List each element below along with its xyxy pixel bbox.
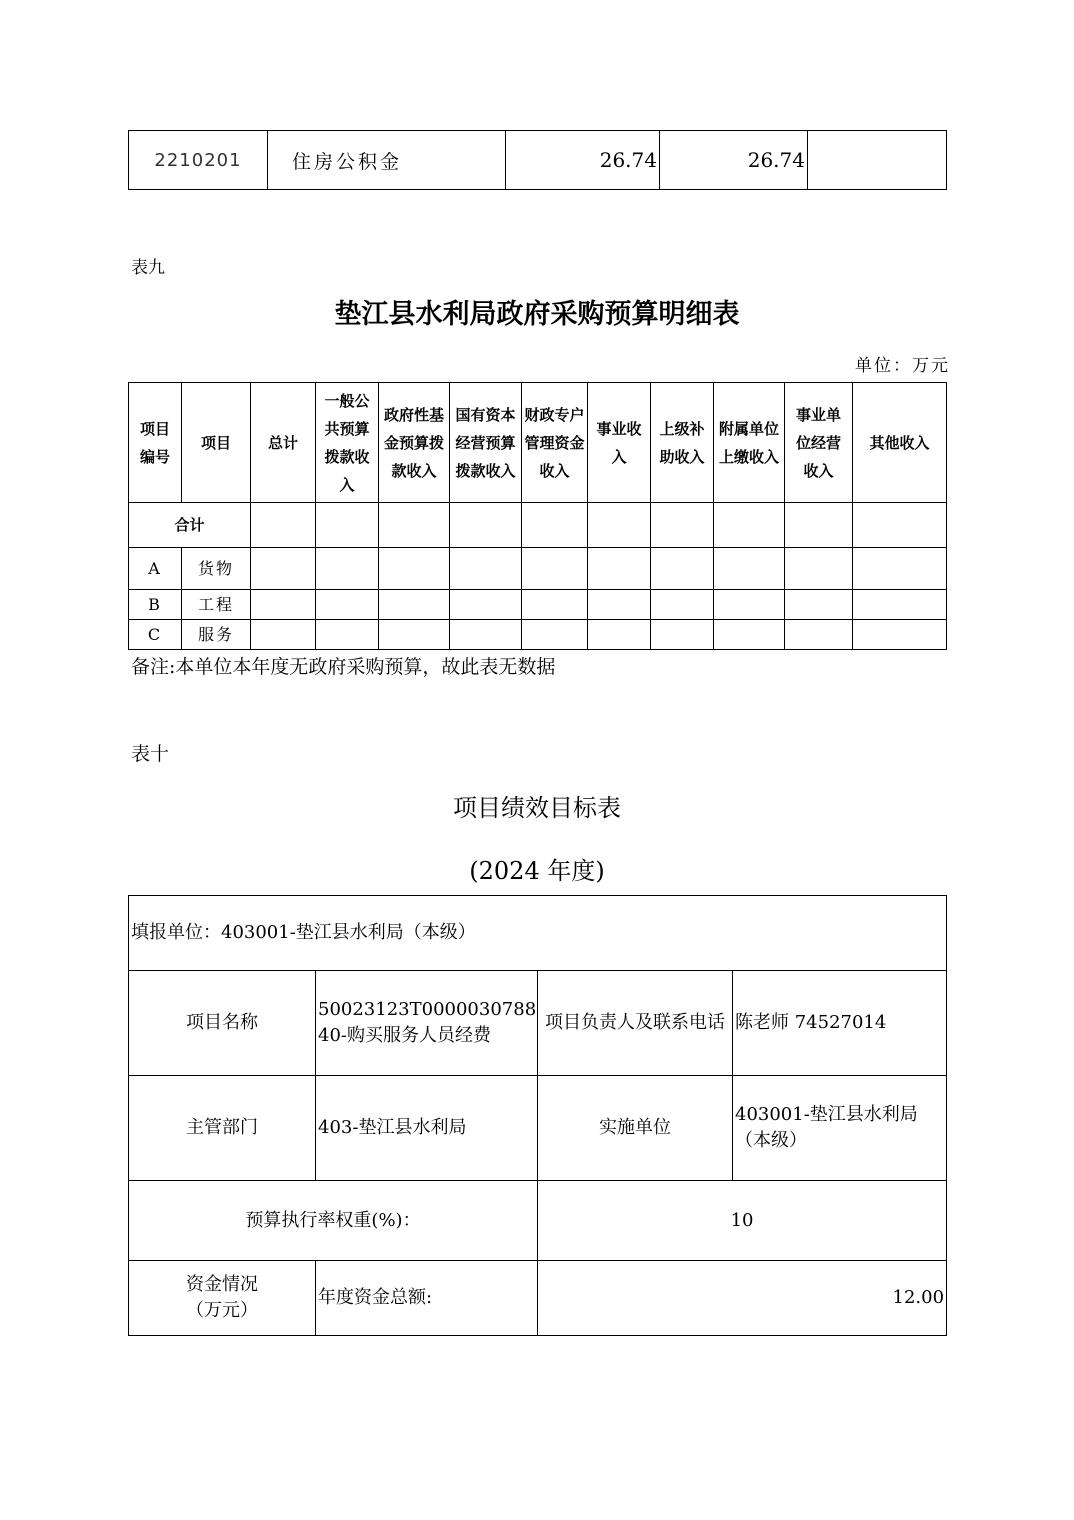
procurement-table — [128, 382, 947, 650]
project-name-label: 项目名称 — [129, 971, 316, 1076]
row-code: C — [129, 620, 182, 650]
table-row — [129, 620, 947, 650]
table9-label: 表九 — [131, 258, 165, 278]
table10-label: 表十 — [131, 743, 170, 765]
table-row — [129, 548, 947, 590]
header-cell: 事业单位经营收入 — [785, 383, 853, 503]
table-row — [129, 971, 947, 1076]
weight-label: 预算执行率权重(%)： — [129, 1181, 538, 1261]
dept-value: 403-垫江县水利局 — [316, 1076, 538, 1181]
table9-note: 备注:本单位本年度无政府采购预算，故此表无数据 — [131, 656, 556, 678]
row-name: 工程 — [182, 590, 251, 620]
total-row — [129, 503, 947, 548]
row-code: A — [129, 548, 182, 590]
dept-label: 主管部门 — [129, 1076, 316, 1181]
table9-title: 垫江县水利局政府采购预算明细表 — [334, 299, 740, 330]
budget-value-1: 26.74 — [506, 131, 660, 190]
header-cell: 附属单位上缴收入 — [714, 383, 785, 503]
table-row — [129, 1181, 947, 1261]
header-cell: 财政专户管理资金收入 — [522, 383, 588, 503]
project-name: 50023123T000003078840-购买服务人员经费 — [316, 971, 538, 1076]
contact-value: 陈老师 74527014 — [733, 971, 947, 1076]
budget-value-2: 26.74 — [660, 131, 808, 190]
row-name: 服务 — [182, 620, 251, 650]
budget-item-name: 住房公积金 — [268, 131, 506, 190]
header-row — [129, 383, 947, 503]
table-row — [129, 590, 947, 620]
table10-subtitle: (2024 年度) — [469, 857, 605, 885]
performance-table — [128, 895, 947, 1336]
impl-label: 实施单位 — [538, 1076, 733, 1181]
table-row — [129, 1076, 947, 1181]
impl-value: 403001-垫江县水利局（本级） — [733, 1076, 947, 1181]
header-cell: 总计 — [251, 383, 316, 503]
annual-value: 12.00 — [538, 1261, 947, 1336]
unit-label: 单位：万元 — [855, 356, 950, 376]
budget-code: 2210201 — [129, 131, 268, 190]
header-cell: 项目 — [182, 383, 251, 503]
header-cell: 国有资本经营预算拨款收入 — [450, 383, 522, 503]
funds-label: 资金情况（万元） — [129, 1261, 316, 1336]
weight-value: 10 — [538, 1181, 947, 1261]
header-cell: 上级补助收入 — [651, 383, 714, 503]
row-name: 货物 — [182, 548, 251, 590]
table10-title: 项目绩效目标表 — [453, 794, 621, 822]
budget-value-3 — [808, 131, 947, 190]
table-row — [129, 131, 947, 190]
total-label: 合计 — [129, 503, 251, 548]
row-code: B — [129, 590, 182, 620]
top-row-table — [128, 130, 947, 190]
table-row — [129, 896, 947, 971]
fill-unit: 填报单位：403001-垫江县水利局（本级） — [129, 896, 947, 971]
header-cell: 其他收入 — [853, 383, 947, 503]
header-cell: 政府性基金预算拨款收入 — [379, 383, 450, 503]
header-cell: 事业收入 — [588, 383, 651, 503]
contact-label: 项目负责人及联系电话 — [538, 971, 733, 1076]
header-cell: 一般公共预算拨款收入 — [316, 383, 379, 503]
annual-label: 年度资金总额: — [316, 1261, 538, 1336]
header-cell: 项目编号 — [129, 383, 182, 503]
table-row — [129, 1261, 947, 1336]
